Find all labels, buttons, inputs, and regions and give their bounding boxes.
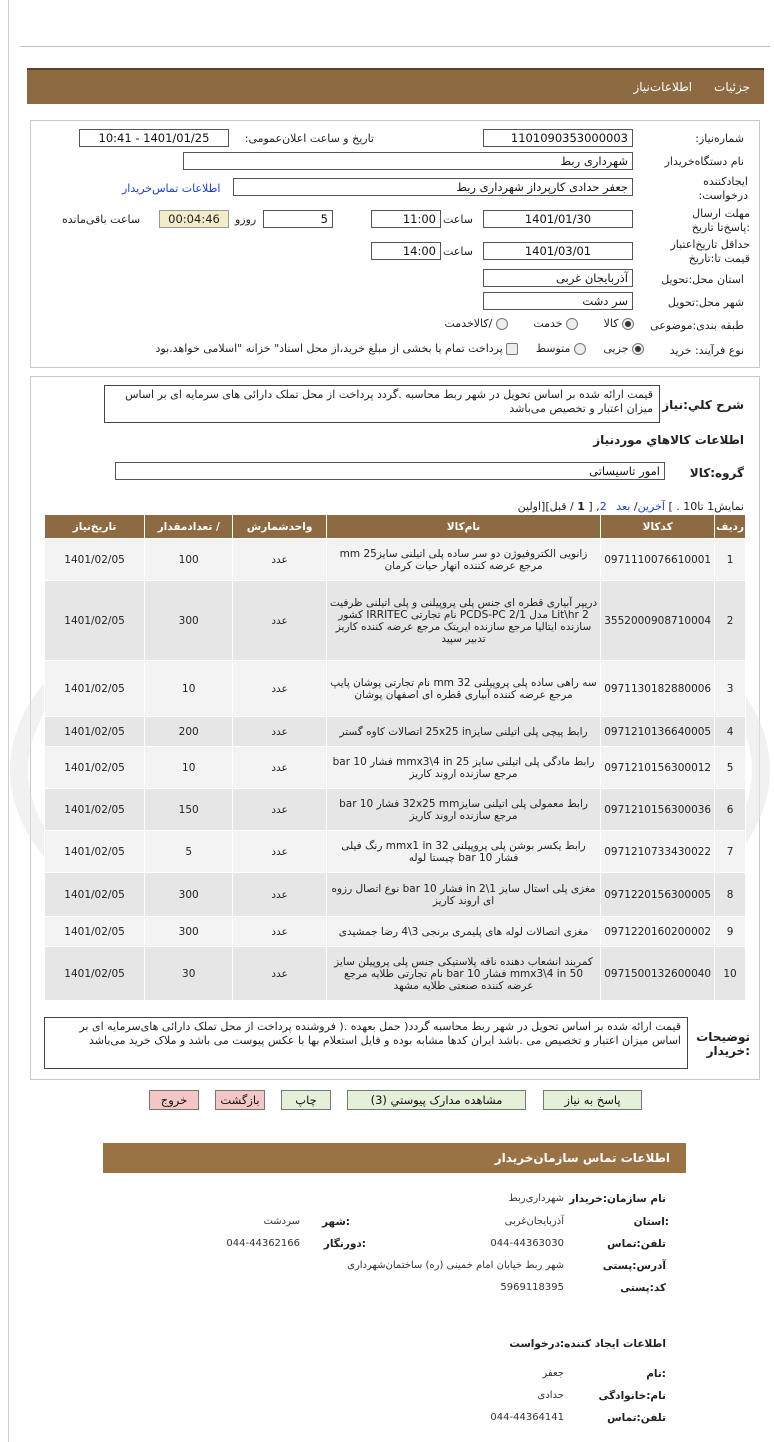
contact-city-label: :شهر <box>322 1216 350 1228</box>
creator-phone-label: تلفن:تماس <box>607 1412 666 1424</box>
row-number: 2 <box>715 581 746 661</box>
item-code: 0971210136640005 <box>601 717 715 747</box>
item-unit: عدد <box>233 873 327 917</box>
pager-range: نمایش1 تا10 . ] <box>668 500 744 513</box>
item-need-date: 1401/02/05 <box>45 717 145 747</box>
item-unit: عدد <box>233 717 327 747</box>
creator-name-value: جعفر <box>542 1368 564 1379</box>
validity-label: حداقل تاریخ‌اعتبار قیمت تا:تاریخ <box>670 238 750 265</box>
process-partial-radio[interactable] <box>632 343 644 355</box>
item-need-date: 1401/02/05 <box>45 789 145 831</box>
contact-address-value: شهر ربط خیابان امام خمینی (ره) ساختمان‌شهرداری <box>347 1260 564 1271</box>
table-row <box>45 539 746 581</box>
item-need-date: 1401/02/05 <box>45 747 145 789</box>
table-row <box>45 581 746 661</box>
item-need-date: 1401/02/05 <box>45 873 145 917</box>
item-quantity: 10 <box>145 747 233 789</box>
goods-info-label: اطلاعات کالاهاي موردنیاز <box>593 433 744 447</box>
city-label: شهر محل:تحویل <box>667 296 744 309</box>
need-number-label: شماره‌نیاز: <box>695 132 744 145</box>
item-name: رابط پیچی پلی اتیلنی سایز25x25 in اتصالات کاوه گستر <box>326 717 600 747</box>
reply-time-field: 11:00 <box>371 210 441 228</box>
contact-phone-label: تلفن:تماس <box>607 1238 666 1250</box>
contact-org-value: شهرداری‌ربط <box>508 1193 564 1204</box>
item-quantity: 10 <box>145 661 233 717</box>
item-unit: عدد <box>233 917 327 947</box>
back-button[interactable]: بازگشت <box>215 1090 265 1110</box>
pager-page-1: 1 <box>577 500 585 513</box>
item-unit: عدد <box>233 747 327 789</box>
table-row <box>45 917 746 947</box>
item-name: مغزی پلی استال سایز 1\2 in فشار 10 bar نوع اتصال رزوه ای اروند کاریز <box>326 873 600 917</box>
item-code: 0971210156300036 <box>601 789 715 831</box>
pager-prev-first: / قبل][اولین <box>517 500 574 513</box>
process-label: نوع فرآیند: خرید <box>669 344 744 357</box>
group-label: گروه:کالا <box>689 466 744 480</box>
table-row <box>45 947 746 1001</box>
validity-time-label: ساعت <box>443 245 473 258</box>
pager-page-2[interactable]: 2 <box>599 500 607 513</box>
col-quantity: / تعدادمقدار <box>145 515 233 539</box>
item-code: 3552000908710004 <box>601 581 715 661</box>
col-item-name: نام‌کالا <box>326 515 600 539</box>
table-header-row <box>45 515 746 539</box>
buyer-notes-label: توضیحات :خریدار <box>696 1030 750 1058</box>
province-field: آذربایجان غربی <box>483 269 633 287</box>
creator-phone-value: 044-44364141 <box>490 1412 564 1423</box>
exit-button[interactable]: خروج <box>149 1090 199 1110</box>
item-unit: عدد <box>233 581 327 661</box>
item-quantity: 30 <box>145 947 233 1001</box>
item-code: 0971210156300012 <box>601 747 715 789</box>
item-code: 0971110076610001 <box>601 539 715 581</box>
table-row <box>45 717 746 747</box>
row-number: 8 <box>715 873 746 917</box>
buyer-notes-text: قیمت ارائه شده بر اساس تحویل در شهر ربط محاسبه گردد( حمل بعهده .( فروشنده پرداخت از محل تملک دارائی های‌سرمایه ای بر اساس میزان اعتبار و تخصیص می .باشد ایران کدها مشابه بوده و فایل استعلام بها با عکس پیوست می باشد و ملاک خرید می‌باشد <box>44 1017 688 1069</box>
item-need-date: 1401/02/05 <box>45 539 145 581</box>
item-name: رابط مادگی پلی اتیلنی سایز 25 mmx3\4 in فشار 10 bar مرجع سازنده اروند کاریز <box>326 747 600 789</box>
row-number: 9 <box>715 917 746 947</box>
item-code: 0971210733430022 <box>601 831 715 873</box>
row-number: 1 <box>715 539 746 581</box>
item-quantity: 200 <box>145 717 233 747</box>
remaining-timer: 00:04:46 <box>159 210 229 228</box>
contact-address-label: آدرس:پستی <box>602 1260 666 1272</box>
announce-datetime-field: 1401/01/25 - 10:41 <box>79 129 229 147</box>
item-unit: عدد <box>233 661 327 717</box>
creator-family-label: نام:خانوادگی <box>598 1390 666 1402</box>
item-need-date: 1401/02/05 <box>45 917 145 947</box>
view-attachments-button[interactable]: مشاهده مدارک پیوستي (3) <box>347 1090 526 1110</box>
process-options <box>156 342 644 355</box>
treasury-note: پرداخت تمام یا بخشی از مبلغ خرید،از محل اسناد" خزانه "اسلامی خواهد.بود <box>155 342 503 355</box>
buyer-contact-link[interactable]: اطلاعات تماس‌خریدار <box>122 182 221 195</box>
item-need-date: 1401/02/05 <box>45 581 145 661</box>
item-unit: عدد <box>233 789 327 831</box>
item-name: دریپر آبیاری قطره ای جنس پلی پروپیلنی و پلی اتیلنی ظرفیت 2 Lit\hr مدل PCDS-PC 2/1 نام تجارتی IRRITEC کشور سازنده ایتالیا مرجع سازنده ایریتک مرجع عرضه کننده کاریز تدبیر سپید <box>326 581 600 661</box>
days-field: 5 <box>263 210 333 228</box>
category-goods-label: کالا <box>603 317 619 330</box>
item-unit: عدد <box>233 947 327 1001</box>
creator-family-value: حدادی <box>537 1390 564 1401</box>
summary-label: شرح کلي:نیاز <box>662 398 744 412</box>
item-name: زانویی الکتروفیوژن دو سر ساده پلی اتیلنی سایز25 mm مرجع عرضه کننده انهار حیات کرمان <box>326 539 600 581</box>
item-unit: عدد <box>233 831 327 873</box>
contact-phone-value: 044-44363030 <box>490 1238 564 1249</box>
province-label: استان محل:تحویل <box>661 273 744 286</box>
pager: نمایش1 تا10 . ] آخرین/ بعد 2, [ 1 / قبل][اولین <box>517 500 744 513</box>
creator-field: جعفر حدادی کارپرداز شهرداری ربط <box>233 178 633 196</box>
validity-date-field: 1401/03/01 <box>483 242 633 260</box>
tab-details[interactable]: جزئیات <box>714 80 750 94</box>
category-both-label: /کالاخدمت <box>444 317 493 330</box>
category-both-radio[interactable] <box>496 318 508 330</box>
item-need-date: 1401/02/05 <box>45 947 145 1001</box>
item-quantity: 300 <box>145 917 233 947</box>
col-item-code: کدکالا <box>601 515 715 539</box>
item-need-date: 1401/02/05 <box>45 831 145 873</box>
item-name: رابط معمولی پلی اتیلنی سایز32x25 mm فشار 10 bar مرجع سازنده اروند کاریز <box>326 789 600 831</box>
category-service-label: خدمت <box>533 317 563 330</box>
col-need-date: تاریخ‌نیاز <box>45 515 145 539</box>
left-border <box>8 0 9 1442</box>
row-number: 10 <box>715 947 746 1001</box>
item-quantity: 5 <box>145 831 233 873</box>
item-name: مغزی اتصالات لوله های پلیمری برنجی 3\4 رضا جمشیدی <box>326 917 600 947</box>
contact-fax-label: :دورنگار <box>323 1238 366 1250</box>
process-medium-label: متوسط <box>535 342 571 355</box>
col-unit: واحدشمارش <box>233 515 327 539</box>
reply-deadline-label: مهلت ارسال :پاسخ‌تا تاریخ <box>691 207 750 234</box>
col-row-number: ردیف <box>715 515 746 539</box>
item-need-date: 1401/02/05 <box>45 661 145 717</box>
category-options <box>445 317 635 330</box>
process-medium-radio[interactable] <box>574 343 586 355</box>
item-name: سه راهی ساده پلی پروپیلنی 32 mm نام تجارتی پوشان پایپ مرجع عرضه کننده آبیاری قطره ای اصفهان پوشان <box>326 661 600 717</box>
creator-info-title: اطلاعات ایجاد کننده:درخواست <box>509 1338 666 1350</box>
creator-name-label: :نام <box>646 1368 666 1380</box>
pager-last-link[interactable]: آخرین <box>637 500 665 513</box>
item-code: 0971130182880006 <box>601 661 715 717</box>
announce-label: تاریخ و ساعت اعلان‌عمومی: <box>244 132 374 145</box>
row-number: 4 <box>715 717 746 747</box>
item-quantity: 300 <box>145 581 233 661</box>
table-row <box>45 661 746 717</box>
item-name: رابط یکسر بوشن پلی پروپیلنی 32 mmx1 in رنگ فیلی فشار 10 bar چیستا لوله <box>326 831 600 873</box>
treasury-checkbox[interactable] <box>506 343 518 355</box>
summary-text: قیمت ارائه شده بر اساس تحویل در شهر ربط محاسبه .گردد پرداخت از محل تملک دارائی های سرمایه ای بر اساس میزان اعتبار و تخصیص می‌باشد <box>104 385 660 423</box>
contact-org-label: نام سازمان:خریدار <box>569 1193 666 1205</box>
table-row <box>45 747 746 789</box>
item-code: 0971220156300005 <box>601 873 715 917</box>
contact-postal-label: کد:پستی <box>620 1282 666 1294</box>
reply-time-label: ساعت <box>443 213 473 226</box>
item-quantity: 300 <box>145 873 233 917</box>
tab-need-info[interactable]: اطلاعات‌نیاز <box>633 80 693 94</box>
contact-province-value: آذربایجان‌غربی <box>504 1216 564 1227</box>
item-quantity: 150 <box>145 789 233 831</box>
goods-table <box>44 514 746 1001</box>
days-label: روزو <box>235 213 257 226</box>
item-code: 0971500132600040 <box>601 947 715 1001</box>
contact-postal-value: 5969118395 <box>500 1282 564 1293</box>
contact-city-value: سردشت <box>263 1216 300 1227</box>
item-quantity: 100 <box>145 539 233 581</box>
city-field: سر دشت <box>483 292 633 310</box>
need-number-field: 1101090353000003 <box>483 129 633 147</box>
header-bar <box>27 68 764 104</box>
contact-province-label: :استان <box>633 1216 669 1228</box>
row-number: 5 <box>715 747 746 789</box>
row-number: 6 <box>715 789 746 831</box>
reply-date-field: 1401/01/30 <box>483 210 633 228</box>
category-label: طبقه بندی:موضوعی <box>650 319 744 332</box>
process-partial-label: جزیی <box>603 342 629 355</box>
print-button[interactable]: چاپ <box>281 1090 331 1110</box>
validity-time-field: 14:00 <box>371 242 441 260</box>
table-row <box>45 831 746 873</box>
table-row <box>45 873 746 917</box>
buyer-org-field: شهرداری ربط <box>183 152 633 170</box>
item-unit: عدد <box>233 539 327 581</box>
item-code: 0971220160200002 <box>601 917 715 947</box>
reply-button[interactable]: پاسخ به نیاز <box>543 1090 642 1110</box>
table-row <box>45 789 746 831</box>
row-number: 3 <box>715 661 746 717</box>
group-field: امور تاسیساتی <box>115 462 665 480</box>
category-service-radio[interactable] <box>566 318 578 330</box>
item-name: کمربند انشعاب دهنده نافه پلاستیکی جنس پلی پروپیلن سایز 50 mmx3\4 in فشار 10 bar نام تجارتی طلایه مرجع عرضه کننده صنعتی طلایه مشهد <box>326 947 600 1001</box>
contact-fax-value: 044-44362166 <box>226 1238 300 1249</box>
creator-label: ایجادکننده درخواست: <box>698 175 748 202</box>
remaining-label: ساعت باقی‌مانده <box>62 213 141 226</box>
category-goods-radio[interactable] <box>622 318 634 330</box>
pager-next-link[interactable]: بعد <box>616 500 631 513</box>
top-divider <box>20 46 770 47</box>
row-number: 7 <box>715 831 746 873</box>
contact-section-header: اطلاعات تماس سازمان‌خریدار <box>103 1143 686 1173</box>
buyer-org-label: نام دستگاه‌خریدار <box>664 155 744 168</box>
